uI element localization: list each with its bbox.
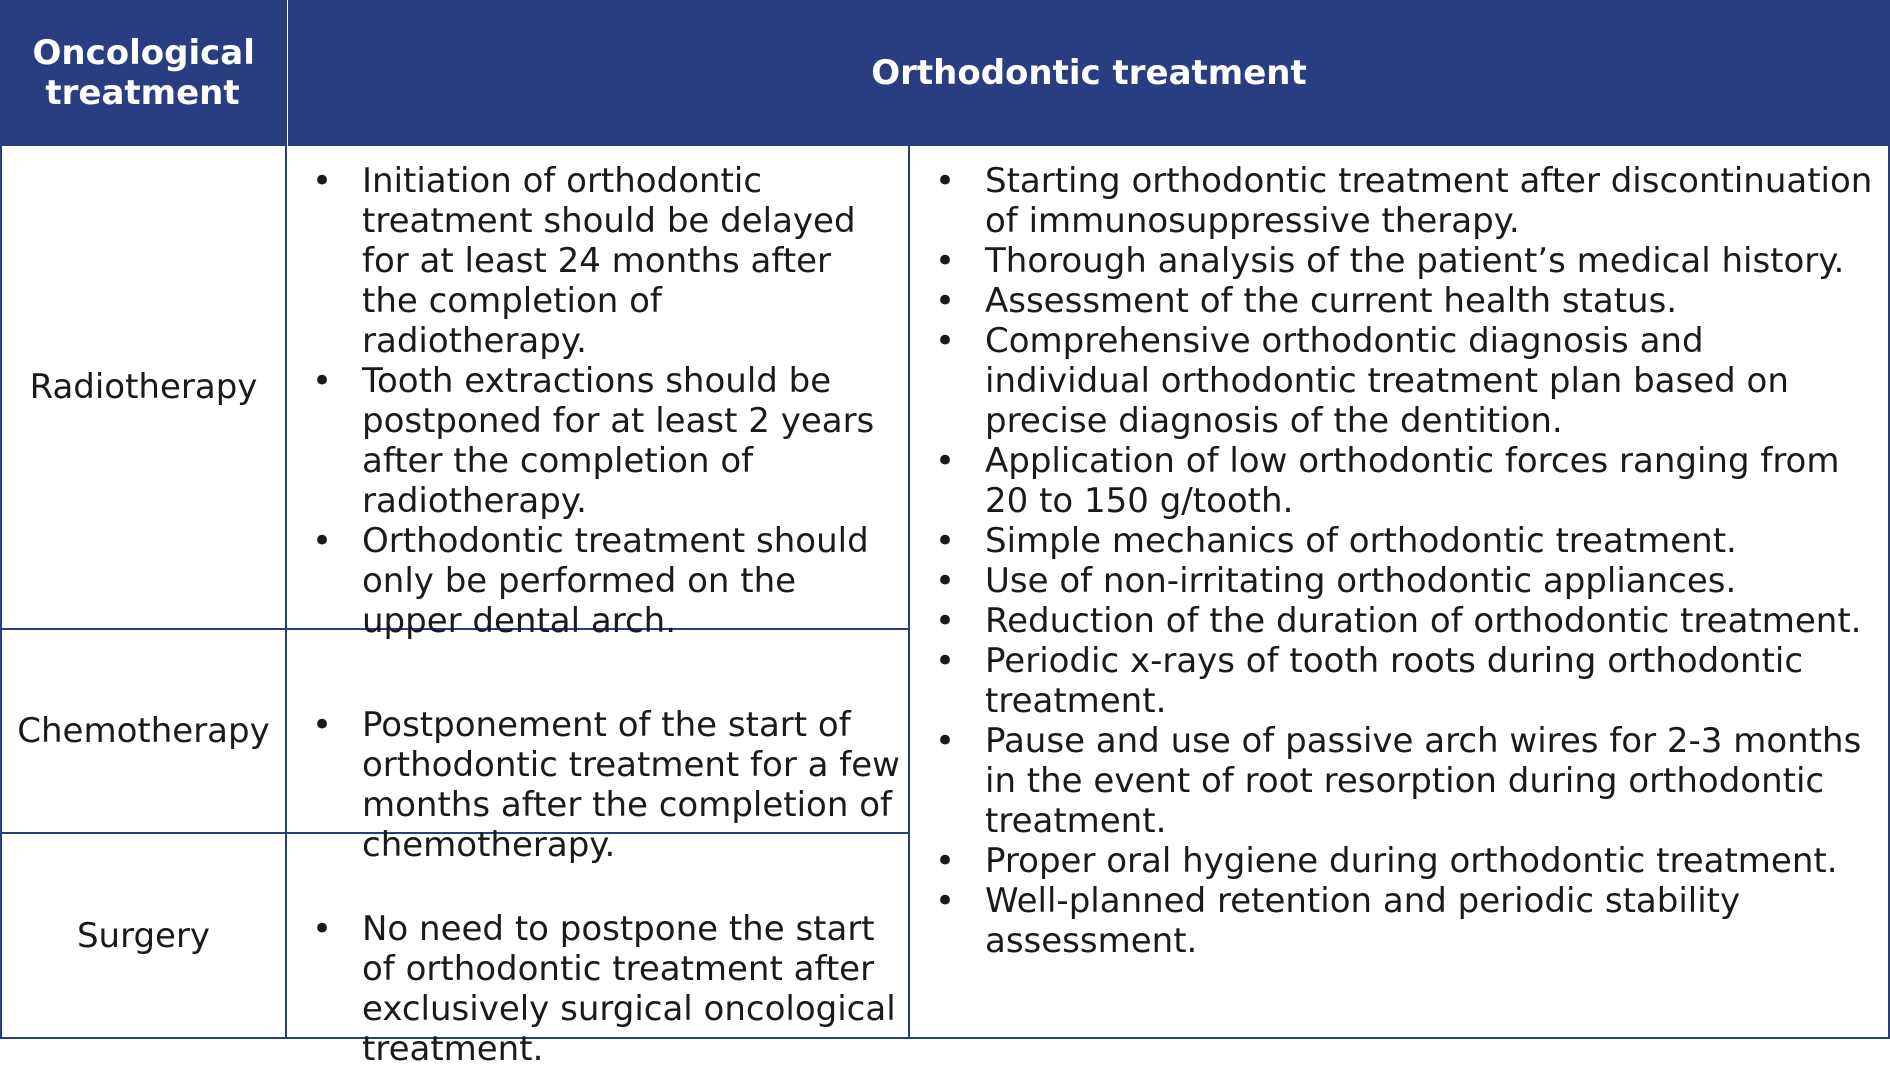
bullet-icon: •: [935, 881, 956, 921]
border-col2-divider: [908, 146, 910, 1039]
bullet-icon: •: [935, 321, 956, 361]
list-item-text: Periodic x-rays of tooth roots during orthodontic treatment.: [985, 641, 1804, 721]
list-item: [911, 521, 1876, 561]
list-item-text: Thorough analysis of the patient’s medical history.: [985, 241, 1845, 281]
bullet-icon: •: [312, 521, 333, 561]
list-item: [911, 561, 1876, 601]
row-label-text: Radiotherapy: [29, 367, 258, 407]
header-orthodontic-treatment: [288, 0, 1890, 146]
row-label-chemotherapy: [2, 630, 285, 832]
list-item: [288, 705, 908, 865]
list-item-text: Assessment of the current health status.: [985, 281, 1678, 321]
list-item-text: Tooth extractions should be postponed for at least 2 years after the completion of radiotherapy.: [362, 361, 875, 521]
list-item: [911, 281, 1876, 321]
list-item: [911, 881, 1876, 961]
list-item-text: Well-planned retention and periodic stability assessment.: [985, 881, 1741, 961]
bullet-icon: •: [312, 161, 333, 201]
list-item: [911, 321, 1876, 441]
bullet-icon: •: [935, 521, 956, 561]
specific-recommendations-column: [288, 161, 908, 1069]
header-orthodontic-label: Orthodontic treatment: [871, 53, 1307, 93]
list-item-text: Postponement of the start of orthodontic treatment for a few months after the completion of chemotherapy.: [362, 705, 900, 865]
bullet-icon: •: [935, 161, 956, 201]
list-item-text: Starting orthodontic treatment after discontinuation of immunosuppressive therapy.: [985, 161, 1873, 241]
list-item-text: Proper oral hygiene during orthodontic treatment.: [985, 841, 1838, 881]
list-item: [911, 441, 1876, 521]
bullet-icon: •: [935, 721, 956, 761]
list-item: [288, 521, 908, 641]
header-oncological-treatment: [0, 0, 285, 146]
list-item: [911, 241, 1876, 281]
list-item: [911, 721, 1876, 841]
bullet-icon: •: [935, 561, 956, 601]
list-item-text: Initiation of orthodontic treatment should be delayed for at least 24 months after the completion of radiotherapy.: [362, 161, 856, 361]
list-item: [911, 601, 1876, 641]
list-item-text: Application of low orthodontic forces ranging from 20 to 150 g/tooth.: [985, 441, 1840, 521]
list-item: [911, 841, 1876, 881]
general-recommendations-column: [911, 161, 1876, 961]
list-item-text: Comprehensive orthodontic diagnosis and individual orthodontic treatment plan based on precise diagnosis of the dentition.: [985, 321, 1789, 441]
list-item-text: Orthodontic treatment should only be performed on the upper dental arch.: [362, 521, 869, 641]
list-item-text: Simple mechanics of orthodontic treatment.: [985, 521, 1737, 561]
list-item-text: No need to postpone the start of orthodontic treatment after exclusively surgical oncological treatment.: [362, 909, 896, 1069]
row-label-text: Chemotherapy: [17, 711, 270, 751]
list-item-text: Use of non-irritating orthodontic appliances.: [985, 561, 1737, 601]
list-item: [911, 641, 1876, 721]
list-item-text: Reduction of the duration of orthodontic treatment.: [985, 601, 1862, 641]
bullet-icon: •: [312, 705, 333, 745]
bullet-icon: •: [935, 241, 956, 281]
row-label-surgery: [2, 834, 285, 1037]
list-item: [911, 161, 1876, 241]
list-item-text: Pause and use of passive arch wires for 2-3 months in the event of root resorption during orthodontic treatment.: [985, 721, 1862, 841]
bullet-icon: •: [935, 281, 956, 321]
list-item: [288, 909, 908, 1069]
row-label-radiotherapy: [2, 146, 285, 628]
bullet-icon: •: [312, 361, 333, 401]
bullet-icon: •: [935, 641, 956, 681]
list-item: [288, 161, 908, 361]
row-label-text: Surgery: [76, 915, 211, 956]
list-item: [288, 361, 908, 521]
header-oncological-label: Oncological treatment: [32, 33, 255, 113]
bullet-icon: •: [312, 909, 333, 949]
border-col1-divider: [285, 0, 287, 1039]
bullet-icon: •: [935, 841, 956, 881]
bullet-icon: •: [935, 441, 956, 481]
bullet-icon: •: [935, 601, 956, 641]
